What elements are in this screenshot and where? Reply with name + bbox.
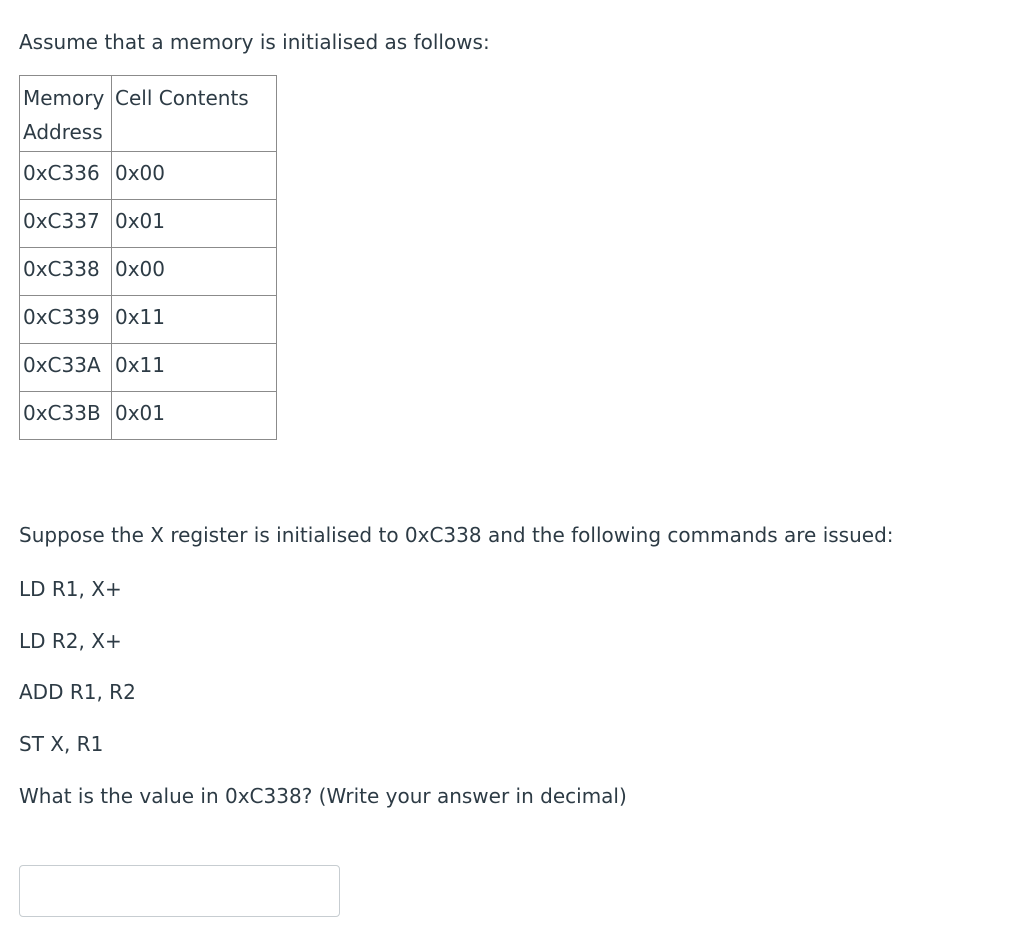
table-row — [20, 392, 277, 440]
address-cell: 0xC336 — [20, 152, 112, 200]
table-row — [20, 296, 277, 344]
contents-cell: 0x00 — [112, 152, 277, 200]
table-row — [20, 248, 277, 296]
address-cell: 0xC33B — [20, 392, 112, 440]
address-cell: 0xC337 — [20, 200, 112, 248]
answer-input[interactable] — [19, 865, 340, 917]
address-cell: 0xC33A — [20, 344, 112, 392]
command-line: ADD R1, R2 — [19, 680, 136, 704]
contents-cell: 0x11 — [112, 344, 277, 392]
question-prompt: What is the value in 0xC338? (Write your answer in decimal) — [19, 784, 627, 808]
contents-cell: 0x01 — [112, 200, 277, 248]
contents-cell: 0x01 — [112, 392, 277, 440]
table-row — [20, 344, 277, 392]
address-cell: 0xC339 — [20, 296, 112, 344]
memory-table — [19, 75, 277, 440]
command-line: LD R2, X+ — [19, 629, 122, 653]
column-header-address: Memory Address — [20, 76, 112, 152]
contents-cell: 0x00 — [112, 248, 277, 296]
table-row — [20, 152, 277, 200]
table-row — [20, 200, 277, 248]
question-intro: Assume that a memory is initialised as follows: — [19, 30, 490, 54]
command-line: LD R1, X+ — [19, 577, 122, 601]
contents-cell: 0x11 — [112, 296, 277, 344]
setup-text: Suppose the X register is initialised to 0xC338 and the following commands are issued: — [19, 523, 894, 547]
command-line: ST X, R1 — [19, 732, 104, 756]
address-cell: 0xC338 — [20, 248, 112, 296]
column-header-contents: Cell Contents — [112, 76, 277, 152]
table-header-row — [20, 76, 277, 152]
